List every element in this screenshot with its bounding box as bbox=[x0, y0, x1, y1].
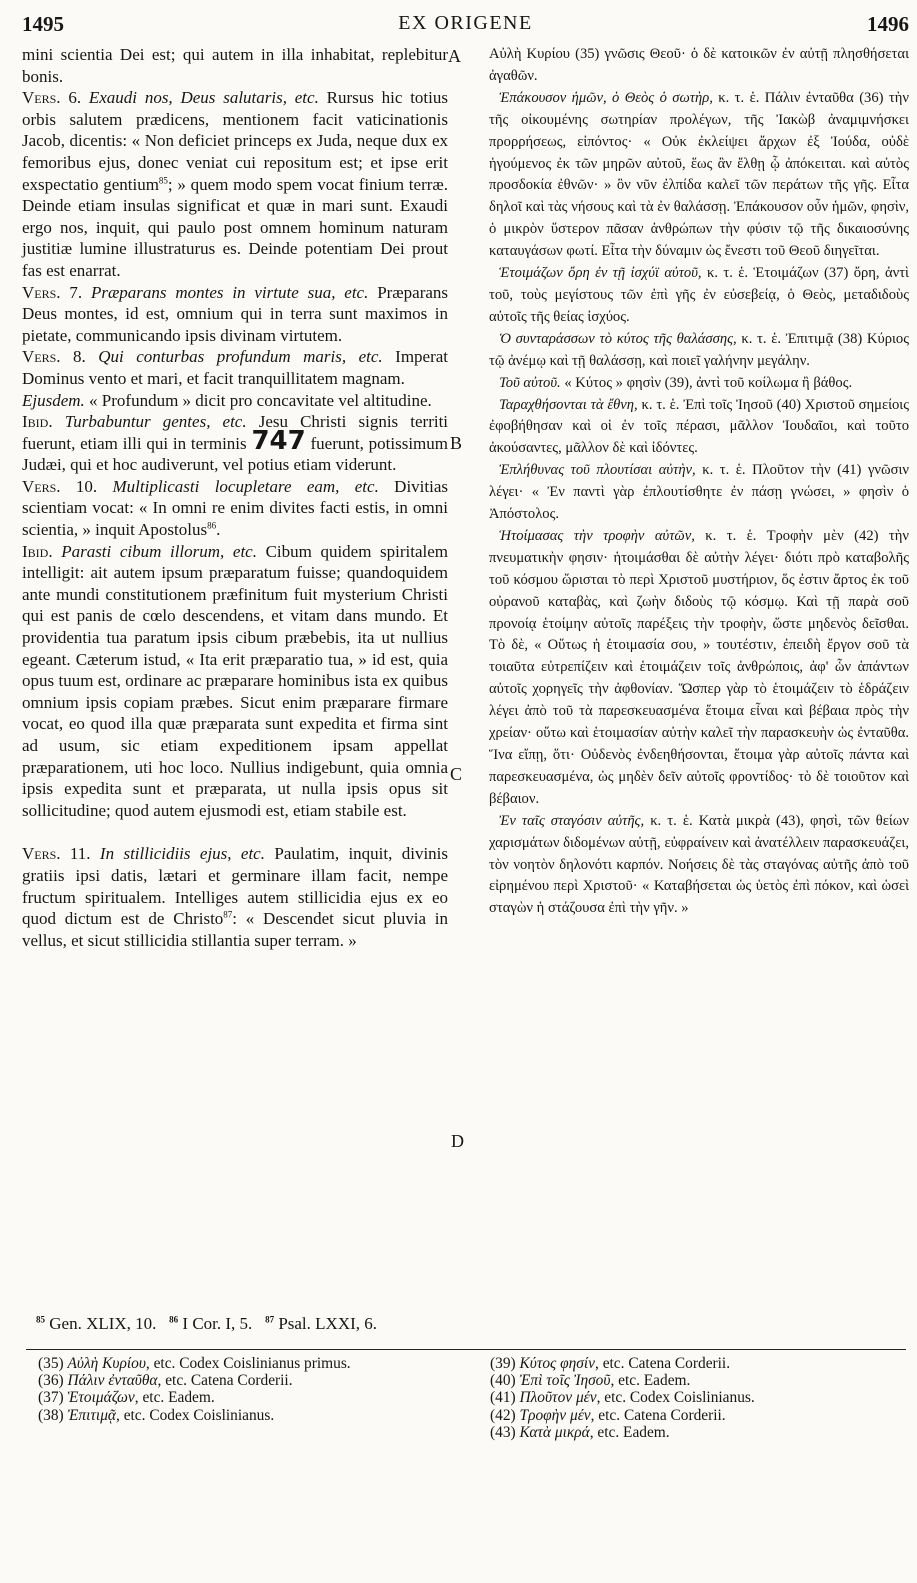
paragraph-text: Jesu Christi signis territi fuerunt, etiam illi qui in terminis bbox=[22, 412, 449, 453]
footnote-text: Psal. LXXI, 6. bbox=[278, 1314, 378, 1333]
verse-ref: Vers. 6. bbox=[22, 88, 82, 108]
verse-ref: Vers. 11. bbox=[22, 844, 91, 864]
verse-ref: Vers. 10. bbox=[22, 476, 98, 496]
paragraph-text: Paulatim, inquit, divinis gratiis ipsi datis, lætari et germinare illam facit, nempe fructum spiritualem. Intelliges autem stillicidia ejus ex eo quod dictum est de Christo bbox=[22, 844, 449, 929]
note-text: , etc. Catena Corderii. bbox=[157, 1372, 293, 1390]
note-number: (41) bbox=[490, 1389, 516, 1407]
note-number: (39) bbox=[490, 1355, 516, 1372]
critical-note bbox=[490, 1424, 910, 1441]
paragraph-text: κ. τ. ἑ. Ἐπὶ τοῖς Ἰησοῦ (40) Χριστοῦ σημείοις ἐφοβήθησαν καὶ οἱ ἐν τοῖς πέρασι, μᾶλλον Ἰουδαῖοι, καὶ τοῦτο ἀκούσαντες, μᾶλλον δὲ καὶ ἰδόντες. bbox=[489, 396, 910, 457]
page-header bbox=[22, 12, 909, 42]
verse-ref: Ibid. bbox=[22, 412, 53, 432]
lemma: In stillicidiis ejus, etc. bbox=[99, 844, 265, 864]
paragraph-text: fuerunt, potissimum Judæi, qui et hoc audiverunt, vel potius etiam viderunt. bbox=[22, 433, 448, 475]
critical-note bbox=[38, 1407, 458, 1424]
critical-notes-right bbox=[490, 1355, 910, 1441]
note-lemma: Ἐπιτιμᾷ bbox=[67, 1406, 116, 1424]
margin-letter-c: C bbox=[450, 764, 463, 784]
paragraph-text: κ. τ. ἑ. Πλοῦτον τὴν (41) γνῶσιν λέγει· « Ἐν παντὶ γὰρ ἐπλουτίσθητε ἐν πάσῃ γνώσει, » φησὶν ὁ Ἀπόστολος. bbox=[489, 462, 909, 523]
paragraph-text: κ. τ. ἑ. Κατὰ μικρὰ (43), φησὶ, τῶν θείων χαρισμάτων διδομένων αὐτῇ, εὐφραίνειν καὶ ἀνατέλλειν παρασκευάζει, τὸν νοητὸν δηλονότι καρπόν. Νοήσεις δὲ τὰς σταγόνας αὐτῆς ἀπὸ τοῦ εἰρημένου περὶ Χριστοῦ· « Καταβήσεται ὡς ὑετὸς ἐπὶ πόκον, καὶ ὡσεὶ σταγὼν ἡ στάζουσα ἐπὶ τὴν γῆν. » bbox=[489, 812, 909, 917]
note-text: , etc. Codex Coislinianus. bbox=[116, 1406, 275, 1424]
note-text: , etc. Eadem. bbox=[134, 1389, 215, 1407]
lemma: Ἑτοιμάζων ὄρη ἐν τῇ ἰσχύϊ αὐτοῦ, bbox=[499, 265, 702, 282]
footnote-text: Gen. XLIX, 10. bbox=[49, 1314, 157, 1333]
paragraph-text: . bbox=[216, 520, 221, 540]
note-text: , etc. Catena Corderii. bbox=[595, 1355, 731, 1372]
lemma: Turbabuntur gentes, etc. bbox=[64, 412, 247, 432]
footnote-number: 85 bbox=[36, 1314, 45, 1325]
latin-paragraph bbox=[22, 44, 448, 87]
note-number: (35) bbox=[38, 1355, 64, 1372]
note-number: (42) bbox=[490, 1406, 516, 1424]
note-text: , etc. Eadem. bbox=[589, 1423, 670, 1441]
paragraph-text: κ. τ. ἑ. Ἐπιτιμᾷ (38) Κύριος τῷ ἀνέμῳ καὶ τῇ θαλάσσῃ, καὶ ποιεῖ γαλήνην μεγάλην. bbox=[489, 330, 909, 369]
paragraph-text: κ. τ. ἑ. Τροφὴν μὲν (42) τὴν πνευματικὴν φησιν· ἡτοιμάσθαι δὲ αὐτὴν λέγει· διότι πρὸ καταβολῆς τοῦ κόσμου ὥρισται τὸ περὶ Χριστοῦ μυστήριον, ὅς ἐστιν ἄρτος ἐκ τοῦ οὐρανοῦ καταβὰς, καὶ ζωὴν διδοὺς τῷ κόσμῳ. Καὶ τῇ παρὰ σοῦ προνοίᾳ ἑτοίμην αὐτοῖς παρέξεις τὴν τροφὴν, ὥστε μηδενὸς δεῖσθαι. Τὸ δὲ, « Οὕτως ἡ ἑτοιμασία σου, » τουτέστιν, ἐπειδὴ ἔργον σοῦ τὰ τοιαῦτα εὐτρεπίζειν καὶ ἑτοιμάζειν τοῖς ἀνθρώποις, ἀφ' ὧν ἁπάντων αὐτοῖς χορηγεῖς τὴν ἀφθονίαν. Ὥσπερ γὰρ τὸ ἑτοιμάζειν τὸ ἑδράζειν λέγει ἀπὸ τοῦ τὰ παρεσκευασμένα ἕτοιμα εἶναι καὶ βέβαια πρὸς τὴν χρείαν· οὕτω καὶ ἑτοιμασίαν αὐτὴν καλεῖ τὴν παρασκευὴν ὡς ἐνταῦθα. Ἵνα εἴπῃ, ὅτι· Οὐδενὸς ἐνδεηθήσονται, ἕτοιμα γὰρ αὐτοῖς πάντα καὶ παρεσκευασμένα, ὡς μηδὲν δεῖν αὐτοῖς φροντίδος· τὸ δὲ τοιοῦτον καὶ βέβαιον. bbox=[489, 527, 909, 807]
note-lemma: Πλοῦτον μέν bbox=[519, 1389, 597, 1407]
footnote-number: 87 bbox=[265, 1314, 275, 1325]
lemma: Ἐπλήθυνας τοῦ πλουτίσαι αὐτὴν, bbox=[499, 462, 696, 479]
running-title: EX ORIGENE bbox=[398, 12, 533, 34]
paragraph-text: Præparans Deus montes, id est, omnium qui in terra sunt maximos in pietate, communicando ipsis divinam virtutem. bbox=[22, 282, 449, 345]
note-lemma: Ἐπὶ τοῖς Ἰησοῦ bbox=[519, 1372, 611, 1390]
note-number: (43) bbox=[490, 1423, 516, 1441]
critical-note bbox=[38, 1372, 458, 1389]
note-lemma: Ἑτοιμάζων bbox=[67, 1389, 135, 1407]
note-number: (40) bbox=[490, 1372, 516, 1390]
note-lemma: Κύτος φησίν bbox=[519, 1355, 595, 1372]
lemma: Τοῦ αὐτοῦ. bbox=[499, 374, 561, 391]
critical-note bbox=[38, 1355, 458, 1372]
critical-note bbox=[490, 1372, 910, 1389]
latin-paragraph bbox=[22, 541, 448, 822]
greek-paragraph bbox=[489, 395, 909, 461]
column-number-left: 1495 bbox=[22, 12, 64, 36]
footnote-text: I Cor. I, 5. bbox=[182, 1314, 253, 1333]
lemma: Ἐν ταῖς σταγόσιν αὐτῆς, bbox=[499, 812, 645, 829]
margin-letter-b: B bbox=[450, 433, 463, 453]
greek-paragraph bbox=[489, 329, 909, 373]
footnote-references bbox=[36, 1314, 377, 1334]
greek-paragraph bbox=[489, 373, 909, 395]
critical-notes-left bbox=[38, 1355, 458, 1424]
note-lemma: Τροφὴν μέν bbox=[519, 1406, 591, 1424]
greek-column bbox=[489, 44, 909, 920]
latin-paragraph bbox=[22, 346, 448, 389]
lemma: Parasti cibum illorum, etc. bbox=[61, 541, 257, 561]
footnote-marker: 85 bbox=[158, 174, 168, 185]
paragraph-text: Rursus hic totius orbis salutem prædicens, mentionem facit vaticinationis Jacob, dicentis: « Non deficiet princeps ex Juda, neque dux ex femoribus ejus, donec veniat cui repositum est; et ipse erit exspectatio gentium bbox=[22, 88, 448, 194]
paragraph-text: Divitias scientiam vocat: « In omni re enim divites facti estis, in omni scientia, » inquit Apostolus bbox=[22, 476, 449, 540]
latin-paragraph bbox=[22, 843, 448, 951]
critical-note bbox=[490, 1355, 910, 1372]
note-number: (38) bbox=[38, 1406, 64, 1424]
verse-ref: Vers. 8. bbox=[22, 347, 86, 367]
paragraph-text: κ. τ. ἑ. Πάλιν ἐνταῦθα (36) τὴν τῆς οἰκουμένης σωτηρίαν προλέγων, τῆς Ἰακὼβ ἀναμιμνήσκει προρρήσεως, εἰπόντος· « Οὐκ ἐκλείψει ἄρχων ἐξ Ἰούδα, οὐδὲ ἡγούμενος ἐκ τῶν μηρῶν αὐτοῦ, ἕως ἂν ἔλθῃ ᾧ ἀπόκειται. καὶ αὐτὸς προσδοκία ἐθνῶν· » ὃν νῦν ἐλπίδα καλεῖ τῶν περάτων τῆς γῆς. Εἶτα δηλοῖ καὶ τὰς νήσους καὶ τὰ ἐν θαλάσσῃ. Ἐπάκουσον οὖν ἡμῶν, φησὶν, ὁ μικρὸν ὕστερον πᾶσαν ἀνθρώπων τὴν φύσιν τῷ τῆς δικαιοσύνης καταυγάσων φωτί. Εἶτα τὴν δύναμιν ὡς ἔνεστι τοῦ Θεοῦ διηγεῖται. bbox=[489, 89, 909, 260]
critical-note bbox=[38, 1389, 458, 1406]
note-number: (36) bbox=[38, 1372, 64, 1390]
note-text: , etc. Codex Coislinianus primus. bbox=[145, 1355, 351, 1372]
note-lemma: Κατὰ μικρά bbox=[519, 1423, 590, 1441]
note-lemma: Αὐλὴ Κυρίου bbox=[67, 1355, 146, 1372]
lemma: Ejusdem. bbox=[22, 390, 85, 410]
lemma: Exaudi nos, Deus salutaris, etc. bbox=[88, 88, 319, 108]
footnote-number: 86 bbox=[169, 1314, 179, 1325]
paragraph-text: Cibum quidem spiritalem intelligit: ait autem ipsum præparatum fuisse; quandoquidem ante mundi constitutionem præfinitum fuit mysterium Christi qui est panis de cœlo descendens, et vitam dans mundo. Et providentia tua paratum ipsis cibum præbebis, ita ut nullius egeant. Cæterum istud, « Ita erit præparatio tua, » id est, quia opus tuum est, ordinare ac præparare hominibus ista ex quibus omnium ipsis copiam præbes. Sicut enim præparare firmare vocat, eo quod illa quæ præparata sunt expedita et firma sint ad usum, sic etiam expeditionem ipsam appellat præparationem, uti hoc loco. Nullius indigebunt, quia omnia ipsis expedita sunt et præparata, ut nulla ipsis opus sit sollicitudine; quod autem ejusmodi est, etiam stabile est. bbox=[22, 541, 449, 820]
column-number-right: 1496 bbox=[867, 12, 909, 36]
margin-letter-d: D bbox=[451, 1131, 464, 1151]
lemma: Ἐπάκουσον ἡμῶν, ὁ Θεὸς ὁ σωτὴρ, bbox=[499, 89, 713, 106]
footnote-marker: 87 bbox=[223, 909, 233, 920]
paragraph-text: Αὐλὴ Κυρίου (35) γνῶσις Θεοῦ· ὁ δὲ κατοικῶν ἐν αὐτῇ πλησθήσεται ἀγαθῶν. bbox=[489, 46, 909, 84]
lemma: Ταραχθήσονται τὰ ἔθνη, bbox=[499, 396, 638, 413]
note-text: , etc. Codex Coislinianus. bbox=[596, 1389, 755, 1407]
paragraph-text: Imperat Dominus vento et mari, et facit tranquillitatem magnam. bbox=[22, 347, 449, 388]
greek-paragraph bbox=[489, 811, 909, 921]
note-text: , etc. Catena Corderii. bbox=[590, 1406, 726, 1424]
latin-paragraph bbox=[22, 390, 448, 412]
verse-ref: Ibid. bbox=[22, 541, 53, 561]
latin-paragraph bbox=[22, 411, 448, 476]
critical-note bbox=[490, 1407, 910, 1424]
latin-paragraph bbox=[22, 282, 448, 347]
paragraph-text: ; » quem modo spem vocat finium terræ. Deinde etiam insulas significat et quæ in mari sunt. Exaudi ergo nos, inquit, qui paulo post omnem hominum naturam justitiæ lumine illustraturus es. Deinde potentiam Dei prout fas est enarrat. bbox=[22, 174, 448, 280]
footnote-marker: 86 bbox=[207, 520, 217, 531]
lemma: Ὁ συνταράσσων τὸ κύτος τῆς θαλάσσης, bbox=[499, 330, 737, 347]
paragraph-text: mini scientia Dei est; qui autem in illa inhabitat, replebitur bonis. bbox=[22, 45, 448, 86]
margin-letter-a: A bbox=[448, 46, 461, 66]
latin-column bbox=[22, 44, 448, 951]
lemma: Præparans montes in virtute sua, etc. bbox=[90, 282, 369, 302]
paragraph-text: « Profundum » dicit pro concavitate vel altitudine. bbox=[89, 390, 432, 410]
lemma: Qui conturbas profundum maris, etc. bbox=[98, 347, 383, 367]
greek-paragraph bbox=[489, 44, 909, 88]
critical-note bbox=[490, 1389, 910, 1406]
note-lemma: Πάλιν ἐνταῦθα bbox=[67, 1372, 158, 1390]
note-text: , etc. Eadem. bbox=[610, 1372, 691, 1390]
greek-paragraph bbox=[489, 263, 909, 329]
note-number: (37) bbox=[38, 1389, 64, 1407]
migne-column-number: 747 bbox=[251, 425, 306, 456]
lemma: Ἡτοίμασας τὴν τροφὴν αὐτῶν, bbox=[499, 527, 695, 544]
paragraph-text: « Κύτος » φησὶν (39), ἀντὶ τοῦ κοίλωμα ἢ βάθος. bbox=[564, 374, 853, 391]
greek-paragraph bbox=[489, 526, 909, 811]
greek-paragraph bbox=[489, 88, 909, 263]
footnote-divider bbox=[26, 1349, 906, 1350]
latin-paragraph bbox=[22, 476, 448, 541]
latin-paragraph bbox=[22, 87, 448, 281]
paragraph-text: κ. τ. ἑ. Ἑτοιμάζων (37) ὄρη, ἀντὶ τοῦ, τοὺς μεγίστους τῶν ἐπὶ γῆς ἐν εὐσεβείᾳ, ὁ Θεὸς, μεταδιδοὺς αὐτοῖς τῆς θείας ἰσχύος. bbox=[489, 265, 909, 325]
lemma: Multiplicasti locupletare eam, etc. bbox=[112, 476, 379, 496]
paragraph-text: : « Descendet sicut pluvia in vellus, et sicut stillicidia stillantia super terram. » bbox=[22, 909, 448, 950]
verse-ref: Vers. 7. bbox=[22, 282, 83, 302]
greek-paragraph bbox=[489, 460, 909, 526]
